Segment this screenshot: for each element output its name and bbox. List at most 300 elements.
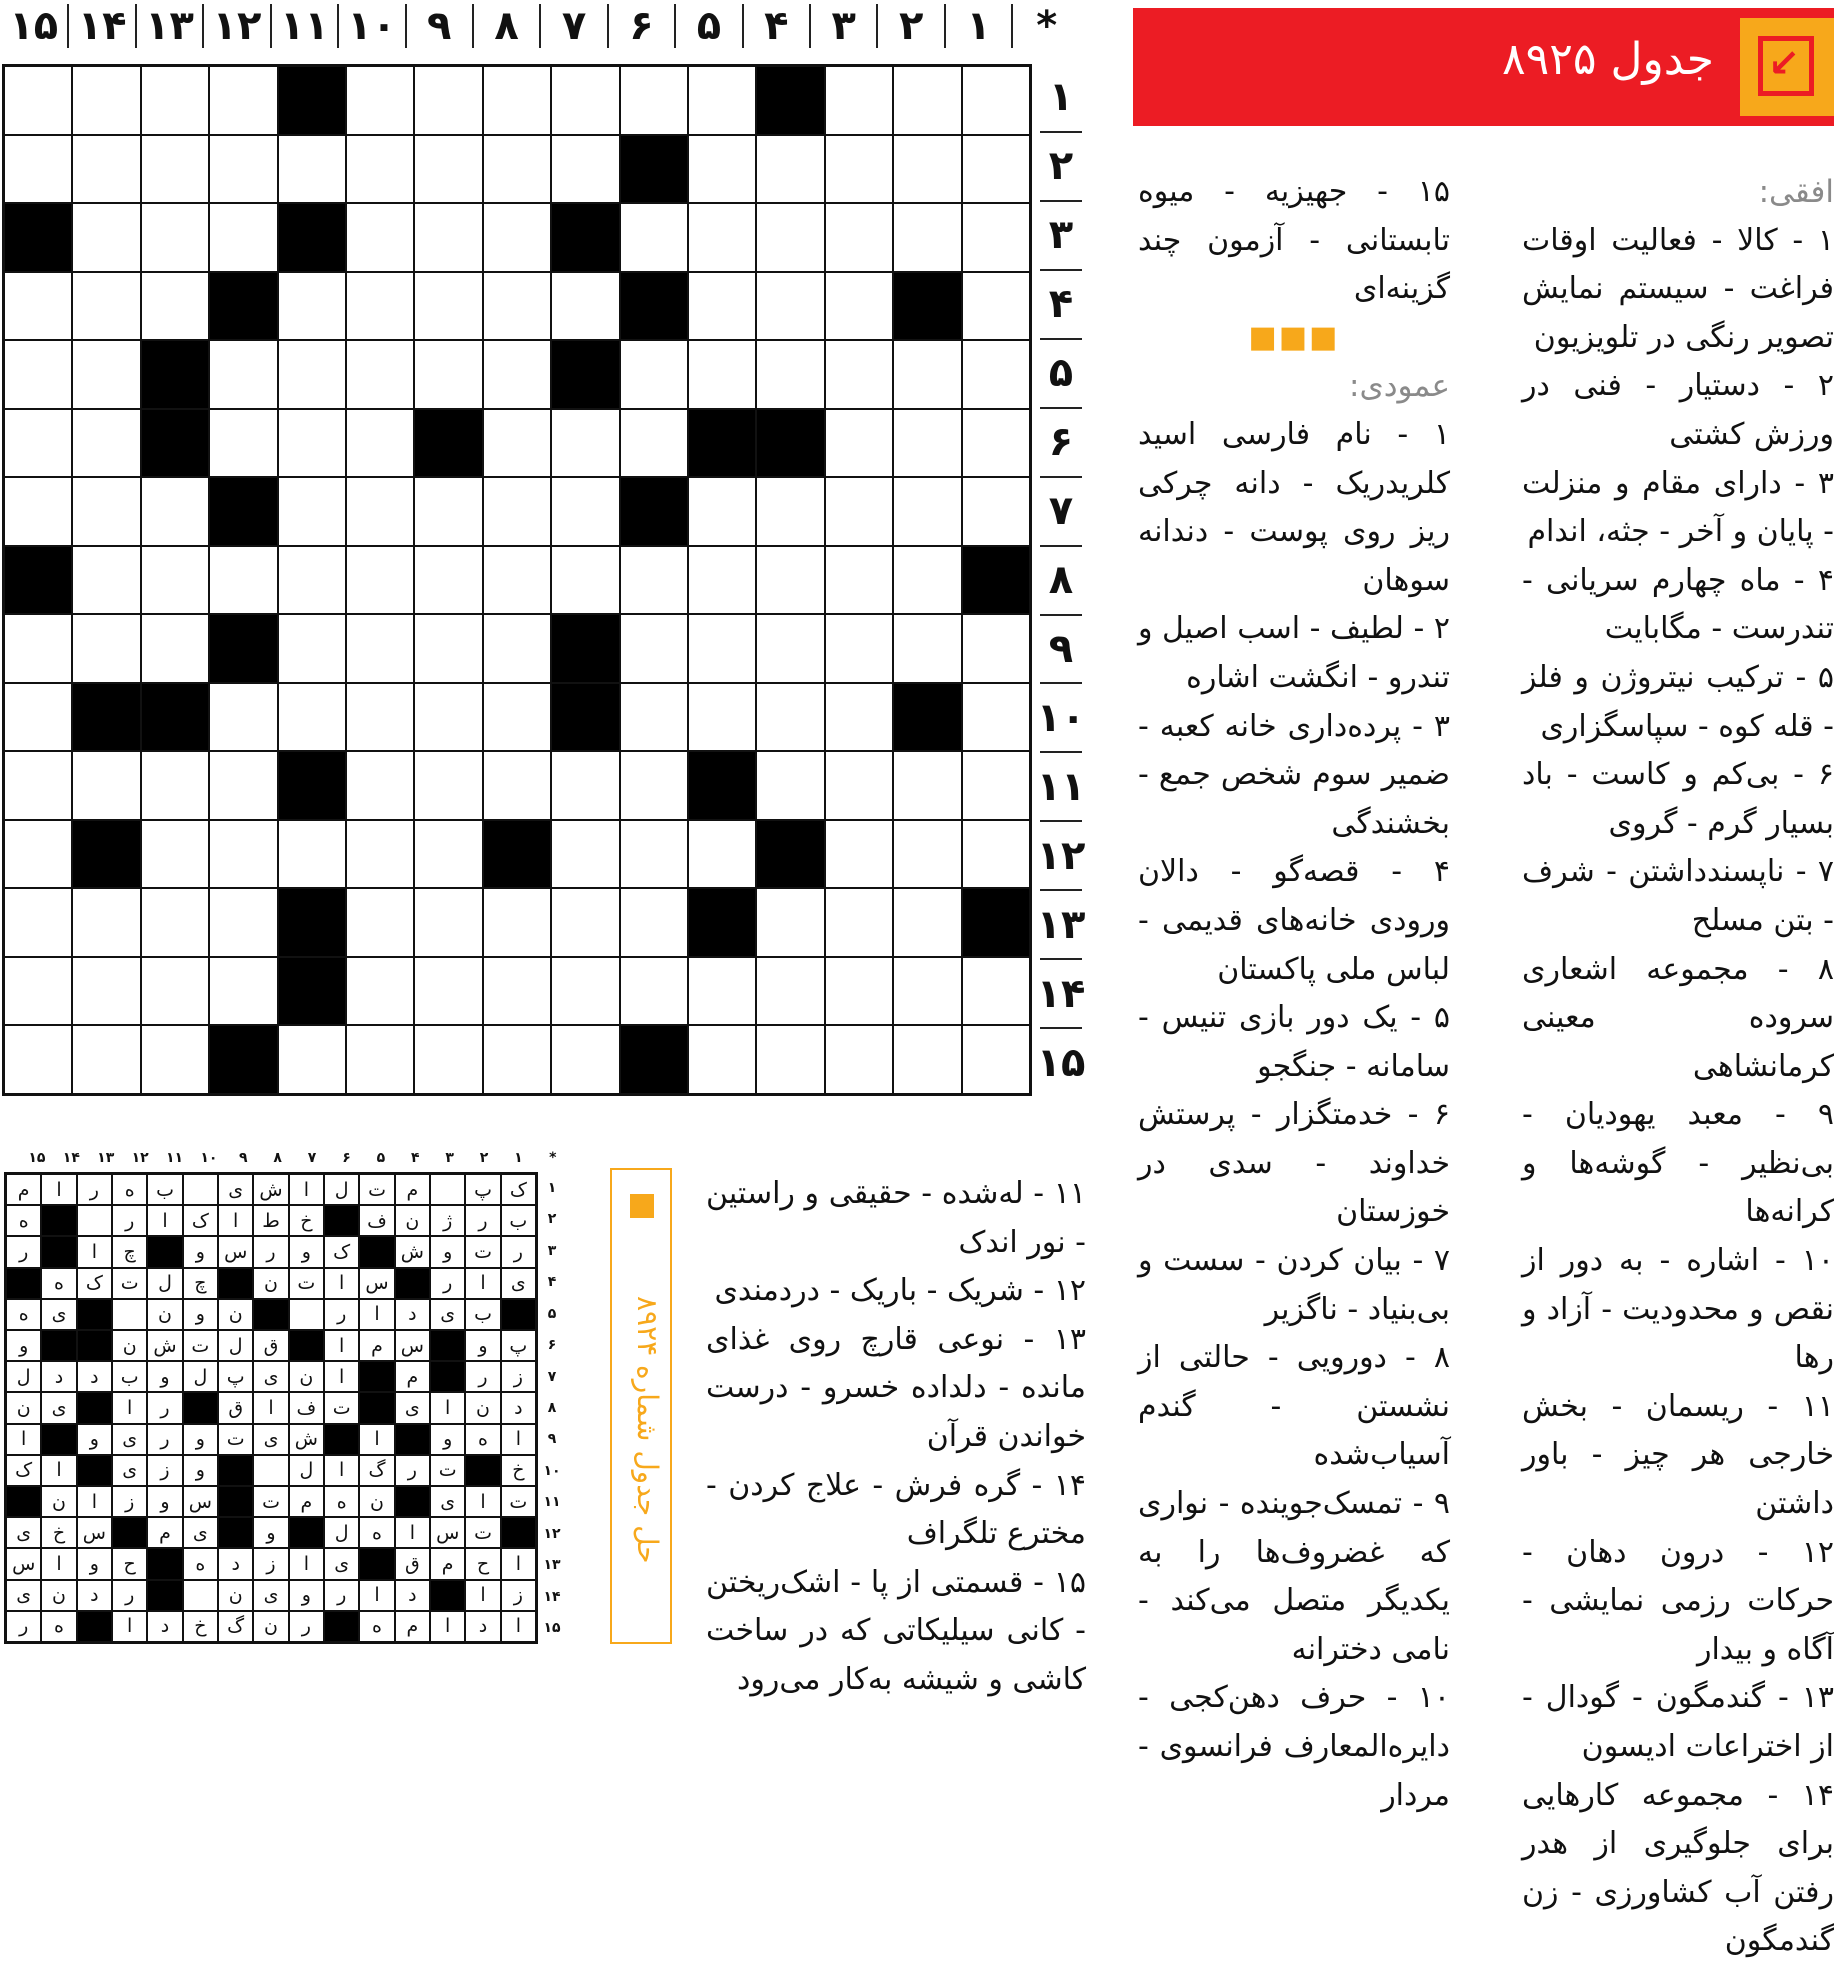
solution-letter: ف	[359, 1205, 394, 1236]
solution-letter: ل	[147, 1268, 182, 1299]
empty-cell	[962, 409, 1030, 478]
solution-letter: ا	[501, 1424, 536, 1455]
solution-letter: ا	[465, 1580, 500, 1611]
column-number: ۱	[944, 4, 1011, 48]
solution-letter: ز	[501, 1361, 536, 1392]
empty-cell	[278, 1025, 346, 1094]
column-number: ۱۰	[337, 4, 404, 48]
solution-black-cell	[324, 1424, 359, 1455]
solution-letter: م	[395, 1611, 430, 1642]
solution-letter: پ	[218, 1361, 253, 1392]
solution-letter: ا	[6, 1424, 41, 1455]
empty-cell	[278, 683, 346, 752]
empty-cell	[483, 546, 551, 615]
column-number: ۲	[876, 4, 943, 48]
solution-column-number: ۸	[273, 1150, 282, 1166]
column-number: ۱۵	[9, 3, 59, 49]
empty-cell	[209, 66, 277, 135]
solution-letter	[77, 1205, 112, 1236]
solution-row-numbers	[540, 1172, 564, 1644]
empty-cell	[551, 135, 619, 204]
solution-letter: ت	[501, 1486, 536, 1517]
solution-letter: ا	[430, 1392, 465, 1423]
empty-cell	[483, 1025, 551, 1094]
row-number: ۴	[1040, 271, 1082, 340]
solution-black-cell	[77, 1330, 112, 1361]
empty-cell	[209, 888, 277, 957]
solution-letter: س	[6, 1548, 41, 1579]
empty-cell	[72, 409, 140, 478]
solution-black-cell	[218, 1268, 253, 1299]
column-number: ۹	[405, 4, 472, 48]
column-number: ۱۲	[202, 4, 269, 48]
down-clue: ۹ - تمسک‌جوینده - نواری که غضروف‌ها را به یکدیگر متصل می‌کند - نامی دخترانه	[1138, 1486, 1450, 1667]
empty-cell	[620, 66, 688, 135]
empty-cell	[962, 340, 1030, 409]
solution-letter: ی	[183, 1517, 218, 1548]
solution-letter: ط	[253, 1205, 288, 1236]
empty-cell	[893, 1025, 961, 1094]
empty-cell	[141, 1025, 209, 1094]
solution-letter: ی	[112, 1455, 147, 1486]
across-clue: ۱۱ - ریسمان - بخش خارجی هر چیز - باور داشتن	[1522, 1388, 1834, 1522]
empty-cell	[414, 888, 482, 957]
solution-black-cell	[218, 1455, 253, 1486]
row-number: ۳	[1040, 202, 1082, 271]
empty-cell	[962, 477, 1030, 546]
empty-cell	[4, 340, 72, 409]
solution-black-cell	[77, 1611, 112, 1642]
empty-cell	[414, 957, 482, 1026]
empty-cell	[962, 614, 1030, 683]
solution-black-cell	[359, 1548, 394, 1579]
solution-row-number: ۴	[547, 1274, 557, 1291]
solution-letter: و	[183, 1424, 218, 1455]
across-clue: ۵ - ترکیب نیتروژن و فلز - قله کوه - سپاسگزاری	[1522, 659, 1834, 744]
solution-letter: خ	[183, 1611, 218, 1642]
solution-letter: چ	[183, 1268, 218, 1299]
solution-letter: ن	[112, 1330, 147, 1361]
solution-letter: و	[289, 1580, 324, 1611]
across-clue: ۶ - بی‌کم و کاست - باد بسیار گرم - گروی	[1522, 757, 1834, 841]
empty-cell	[4, 135, 72, 204]
across-clue: ۱۰ - اشاره - به دور از نقص و محدودیت - آزاد و رها	[1522, 1243, 1834, 1376]
solution-letter: ی	[218, 1174, 253, 1205]
empty-cell	[346, 135, 414, 204]
solution-letter: ر	[465, 1205, 500, 1236]
black-cell	[72, 820, 140, 889]
black-cell	[278, 957, 346, 1026]
solution-letter: ت	[465, 1517, 500, 1548]
empty-cell	[483, 683, 551, 752]
empty-cell	[346, 546, 414, 615]
solution-letter: ا	[324, 1268, 359, 1299]
solution-black-cell	[41, 1205, 76, 1236]
empty-cell	[414, 1025, 482, 1094]
solution-letter	[289, 1299, 324, 1330]
solution-letter: ر	[112, 1205, 147, 1236]
solution-letter: ت	[289, 1268, 324, 1299]
black-cell	[620, 1025, 688, 1094]
black-cell	[141, 340, 209, 409]
solution-column-number: ۱۵	[28, 1150, 46, 1166]
black-cell	[551, 614, 619, 683]
solution-letter: ا	[359, 1299, 394, 1330]
solution-black-cell	[112, 1517, 147, 1548]
solution-letter: ن	[253, 1268, 288, 1299]
empty-cell	[483, 203, 551, 272]
solution-letter: ف	[289, 1392, 324, 1423]
empty-cell	[756, 272, 824, 341]
solution-column-number: ۱۰	[200, 1150, 218, 1166]
separator: ■■■	[1248, 319, 1340, 355]
empty-cell	[414, 820, 482, 889]
across-clue: ۱۵ - جهیزیه - میوه تابستانی - آزمون چند گزینه‌ای	[1138, 174, 1450, 307]
solution-letter: ل	[289, 1455, 324, 1486]
solution-letter: د	[465, 1611, 500, 1642]
solution-letter: ا	[218, 1205, 253, 1236]
solution-column-number: ۱۴	[62, 1150, 80, 1166]
solution-letter: ت	[218, 1424, 253, 1455]
solution-letter: و	[430, 1236, 465, 1267]
solution-title: حل جدول شماره ۸۹۲۴	[631, 1296, 664, 1564]
empty-cell	[72, 272, 140, 341]
empty-cell	[825, 820, 893, 889]
empty-cell	[756, 957, 824, 1026]
empty-cell	[688, 272, 756, 341]
down-clue: ۱ - نام فارسی اسید کلریدریک - دانه چرکی ریز روی پوست - دندانه سوهان	[1138, 416, 1450, 598]
empty-cell	[893, 957, 961, 1026]
solution-letter: م	[395, 1361, 430, 1392]
solution-letter: ر	[147, 1392, 182, 1423]
solution-letter: ه	[6, 1299, 41, 1330]
empty-cell	[141, 66, 209, 135]
black-cell	[141, 409, 209, 478]
solution-letter: ر	[501, 1236, 536, 1267]
empty-cell	[825, 272, 893, 341]
row-number: ۱۰	[1040, 684, 1082, 753]
empty-cell	[209, 203, 277, 272]
solution-grid	[4, 1172, 538, 1644]
solution-letter: پ	[465, 1174, 500, 1205]
black-cell	[620, 135, 688, 204]
solution-letter: ا	[147, 1205, 182, 1236]
solution-letter: د	[395, 1580, 430, 1611]
solution-letter: ن	[395, 1205, 430, 1236]
solution-row-number: ۱۴	[543, 1588, 561, 1605]
solution-letter: د	[501, 1392, 536, 1423]
black-cell	[278, 888, 346, 957]
empty-cell	[141, 477, 209, 546]
solution-column-number: ۱۱	[165, 1150, 184, 1166]
solution-column-number: ۹	[239, 1150, 248, 1166]
empty-cell	[551, 957, 619, 1026]
black-cell	[4, 203, 72, 272]
down-clue: ۷ - بیان کردن - سست و بی‌بنیاد - ناگزیر	[1138, 1243, 1450, 1327]
solution-letter: ی	[395, 1392, 430, 1423]
black-cell	[278, 203, 346, 272]
solution-letter: و	[183, 1455, 218, 1486]
puzzle-header	[1133, 8, 1834, 126]
row-number: ۲	[1040, 133, 1082, 202]
empty-cell	[72, 751, 140, 820]
empty-cell	[141, 546, 209, 615]
solution-black-cell	[41, 1330, 76, 1361]
solution-letter: د	[77, 1580, 112, 1611]
empty-cell	[72, 1025, 140, 1094]
solution-black-cell	[41, 1424, 76, 1455]
solution-row-number: ۹	[547, 1431, 557, 1448]
solution-letter: ب	[465, 1299, 500, 1330]
column-number: ۱۳	[135, 4, 202, 48]
solution-letter: ن	[147, 1299, 182, 1330]
solution-letter: ز	[147, 1455, 182, 1486]
empty-cell	[688, 477, 756, 546]
empty-cell	[825, 614, 893, 683]
solution-letter: ی	[6, 1517, 41, 1548]
empty-cell	[756, 888, 824, 957]
solution-letter: ر	[253, 1236, 288, 1267]
solution-black-cell	[359, 1361, 394, 1392]
empty-cell	[72, 340, 140, 409]
solution-letter: ن	[359, 1486, 394, 1517]
empty-cell	[756, 546, 824, 615]
solution-letter: خ	[41, 1517, 76, 1548]
solution-letter: ا	[289, 1174, 324, 1205]
empty-cell	[825, 683, 893, 752]
across-clue: ۳ - دارای مقام و منزلت - پایان و آخر - جثه، اندام	[1522, 465, 1834, 550]
solution-letter: ن	[6, 1392, 41, 1423]
solution-column-number: ۱۲	[131, 1150, 149, 1166]
solution-letter: ا	[465, 1486, 500, 1517]
black-cell	[278, 66, 346, 135]
empty-cell	[209, 820, 277, 889]
empty-cell	[278, 340, 346, 409]
solution-letter: ی	[501, 1268, 536, 1299]
solution-letter: ن	[289, 1361, 324, 1392]
empty-cell	[72, 957, 140, 1026]
solution-letter: ا	[359, 1580, 394, 1611]
solution-letter: ه	[183, 1548, 218, 1579]
empty-cell	[893, 751, 961, 820]
logo-icon	[1740, 18, 1834, 116]
solution-letter: خ	[501, 1455, 536, 1486]
empty-cell	[414, 546, 482, 615]
row-number: ۵	[1040, 340, 1082, 409]
across-clue: ۹ - معبد یهودیان - بی‌نظیر - گوشه‌ها و کرانه‌ها	[1522, 1097, 1834, 1230]
empty-cell	[551, 751, 619, 820]
solution-black-cell	[324, 1205, 359, 1236]
solution-letter: د	[218, 1548, 253, 1579]
solution-letter: ت	[430, 1455, 465, 1486]
solution-column-number: ۵	[376, 1150, 386, 1166]
down-clue: ۱۴ - گره فرش - علاج کردن - مخترع تلگراف	[706, 1467, 1086, 1552]
solution-letter: ا	[77, 1486, 112, 1517]
empty-cell	[346, 683, 414, 752]
black-cell	[962, 888, 1030, 957]
solution-letter: ک	[77, 1268, 112, 1299]
black-cell	[551, 683, 619, 752]
empty-cell	[688, 135, 756, 204]
empty-cell	[893, 888, 961, 957]
down-clue: ۶ - خدمتگزار - پرستش خداوند - سدی در خوزستان	[1138, 1097, 1450, 1230]
solution-letter: ا	[41, 1548, 76, 1579]
solution-letter: س	[359, 1268, 394, 1299]
empty-cell	[414, 66, 482, 135]
black-cell	[209, 614, 277, 683]
solution-letter: ر	[6, 1236, 41, 1267]
empty-cell	[620, 957, 688, 1026]
black-cell	[141, 683, 209, 752]
solution-letter: س	[218, 1236, 253, 1267]
solution-row-number: ۲	[547, 1211, 557, 1228]
solution-letter: ت	[112, 1268, 147, 1299]
solution-letter: ا	[41, 1174, 76, 1205]
solution-letter	[430, 1174, 465, 1205]
black-cell	[209, 477, 277, 546]
solution-letter: ش	[253, 1174, 288, 1205]
row-number: ۸	[1040, 547, 1082, 616]
row-number: ۱	[1040, 64, 1082, 133]
empty-cell	[346, 957, 414, 1026]
solution-letter: س	[430, 1517, 465, 1548]
solution-letter: و	[147, 1361, 182, 1392]
across-clue: ۸ - مجموعه اشعاری سروده معینی کرمانشاهی	[1522, 951, 1834, 1084]
solution-letter: ن	[41, 1580, 76, 1611]
solution-black-cell	[77, 1455, 112, 1486]
solution-black-cell	[501, 1299, 536, 1330]
solution-black-cell	[289, 1517, 324, 1548]
solution-letter: م	[395, 1174, 430, 1205]
across-clue: ۱۴ - مجموعه کارهایی برای جلوگیری از هدر رفتن آب کشاورزی - زن گندمگون	[1522, 1777, 1834, 1959]
empty-cell	[962, 820, 1030, 889]
across-clue: ۱۲ - درون دهان - حرکات رزمی نمایشی - آگاه و بیدار	[1522, 1534, 1834, 1667]
empty-cell	[278, 614, 346, 683]
solution-letter: ا	[112, 1392, 147, 1423]
solution-letter: ا	[430, 1611, 465, 1642]
solution-letter: س	[77, 1517, 112, 1548]
down-clue: ۱۵ - قسمتی از پا - اشک‌ریختن - کانی سیلیکاتی که در ساخت کاشی و شیشه به‌کار می‌رود	[706, 1564, 1086, 1697]
empty-cell	[209, 340, 277, 409]
solution-letter: ی	[430, 1299, 465, 1330]
solution-black-cell	[465, 1455, 500, 1486]
solution-letter: ب	[501, 1205, 536, 1236]
empty-cell	[825, 957, 893, 1026]
solution-black-cell	[77, 1299, 112, 1330]
solution-letter: ی	[41, 1392, 76, 1423]
empty-cell	[4, 66, 72, 135]
row-number: ۹	[1040, 616, 1082, 685]
empty-cell	[825, 888, 893, 957]
solution-letter: د	[41, 1361, 76, 1392]
black-cell	[756, 820, 824, 889]
empty-cell	[414, 683, 482, 752]
empty-cell	[278, 409, 346, 478]
empty-cell	[962, 751, 1030, 820]
down-clue: ۸ - دورویی - حالتی از نشستن - گندم آسیاب‌شده	[1138, 1340, 1450, 1473]
empty-cell	[620, 340, 688, 409]
solution-letter: ن	[218, 1299, 253, 1330]
solution-black-cell	[501, 1517, 536, 1548]
empty-cell	[551, 820, 619, 889]
empty-cell	[346, 1025, 414, 1094]
solution-letter: ر	[395, 1455, 430, 1486]
solution-letter: ر	[112, 1580, 147, 1611]
solution-letter: ر	[430, 1268, 465, 1299]
solution-black-cell	[324, 1611, 359, 1642]
empty-cell	[551, 66, 619, 135]
row-numbers	[1036, 64, 1086, 1096]
empty-cell	[825, 546, 893, 615]
empty-cell	[414, 135, 482, 204]
empty-cell	[688, 614, 756, 683]
solution-letter: و	[77, 1424, 112, 1455]
empty-cell	[962, 957, 1030, 1026]
empty-cell	[72, 614, 140, 683]
column-number: ۶	[607, 4, 674, 48]
empty-cell	[688, 683, 756, 752]
solution-black-cell	[41, 1236, 76, 1267]
solution-letter	[183, 1580, 218, 1611]
solution-letter: ک	[324, 1236, 359, 1267]
empty-cell	[620, 888, 688, 957]
column-number: ۷	[539, 4, 606, 48]
empty-cell	[72, 203, 140, 272]
solution-letter: و	[77, 1548, 112, 1579]
empty-cell	[893, 135, 961, 204]
empty-cell	[346, 409, 414, 478]
solution-row-number: ۱	[547, 1179, 557, 1196]
empty-cell	[346, 340, 414, 409]
solution-letter: و	[253, 1517, 288, 1548]
solution-letter: ت	[183, 1330, 218, 1361]
solution-letter: ت	[465, 1236, 500, 1267]
solution-letter: ل	[324, 1517, 359, 1548]
black-cell	[688, 751, 756, 820]
solution-letter: و	[147, 1486, 182, 1517]
solution-letter	[253, 1455, 288, 1486]
solution-letter: ا	[324, 1330, 359, 1361]
empty-cell	[346, 614, 414, 683]
solution-letter: ل	[183, 1361, 218, 1392]
solution-letter: ی	[324, 1548, 359, 1579]
solution-letter: ا	[77, 1236, 112, 1267]
across-heading: افقی:	[1758, 174, 1834, 210]
solution-letter: م	[147, 1517, 182, 1548]
solution-letter: چ	[112, 1236, 147, 1267]
empty-cell	[414, 272, 482, 341]
empty-cell	[346, 751, 414, 820]
solution-star-mark: *	[549, 1150, 557, 1166]
solution-letter: د	[147, 1611, 182, 1642]
empty-cell	[141, 203, 209, 272]
empty-cell	[756, 1025, 824, 1094]
solution-letter: ا	[324, 1361, 359, 1392]
solution-letter: ز	[253, 1548, 288, 1579]
solution-black-cell	[395, 1424, 430, 1455]
solution-letter: ژ	[430, 1205, 465, 1236]
solution-black-cell	[430, 1330, 465, 1361]
solution-column-number: ۴	[410, 1150, 420, 1166]
empty-cell	[4, 614, 72, 683]
empty-cell	[4, 683, 72, 752]
empty-cell	[209, 751, 277, 820]
solution-letter: ت	[324, 1392, 359, 1423]
solution-black-cell	[395, 1268, 430, 1299]
empty-cell	[209, 957, 277, 1026]
solution-letter: ک	[183, 1205, 218, 1236]
empty-cell	[414, 751, 482, 820]
